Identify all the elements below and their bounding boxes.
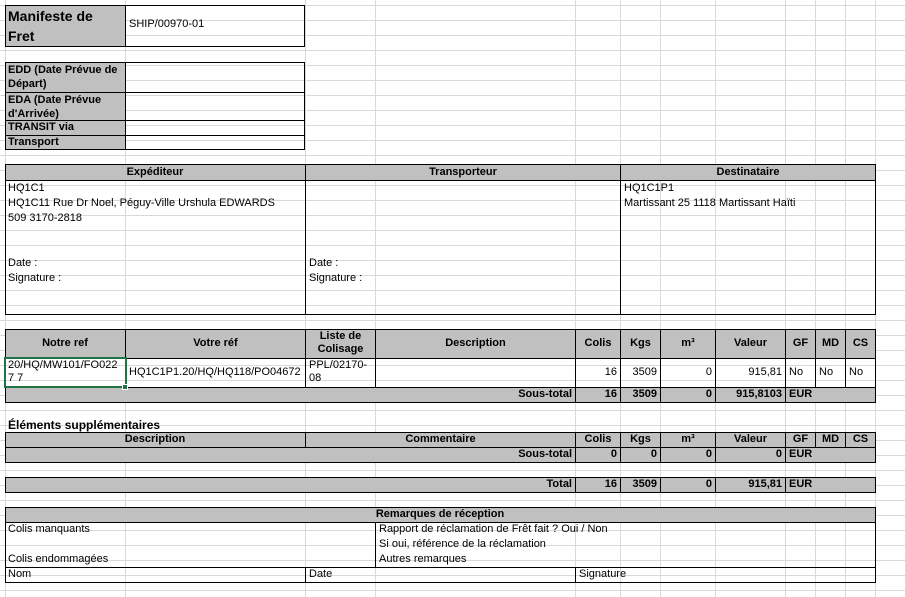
items-subtotal-colis[interactable]: 16 [576,387,620,402]
eda-label: EDA (Date Prévue d'Arrivée) [5,92,125,120]
reception-missing[interactable]: Colis manquants [8,523,90,535]
gridline-horizontal [0,50,906,51]
reception-claim-ref[interactable]: Si oui, référence de la réclamation [379,538,546,550]
gridline-horizontal [0,470,906,471]
items-table-box [5,329,876,403]
divider [5,135,305,136]
col-valeur: Valeur [716,329,785,358]
divider [5,120,305,121]
cell-gf[interactable]: No [789,366,804,378]
divider [620,432,621,463]
reception-box [5,507,876,583]
divider [660,477,661,493]
extra-col-cs: CS [846,432,875,447]
shipper-signature[interactable]: Signature : [8,272,62,284]
recipient-header: Destinataire [621,164,875,180]
reception-header: Remarques de réception [5,507,875,522]
cell-kgs[interactable]: 3509 [632,366,657,378]
dates-box [5,62,305,150]
divider [305,432,306,447]
reception-name[interactable]: Nom [8,568,32,580]
col-kgs: Kgs [621,329,660,358]
reception-other[interactable]: Autres remarques [379,553,467,565]
divider [785,432,786,463]
items-subtotal-valeur[interactable]: 915,8103 [716,387,785,402]
fill-handle[interactable] [122,384,128,390]
extra-col-valeur: Valeur [716,432,785,447]
col-colis: Colis [576,329,620,358]
divider [715,477,716,493]
extra-title: Éléments supplémentaires [8,418,161,432]
divider [785,329,786,403]
gridline-horizontal [0,500,906,501]
transport-label: Transport [5,135,125,149]
shipper-line-3[interactable]: 509 3170-2818 [8,212,83,224]
col-votre-ref: Votre réf [126,329,305,358]
shipper-header: Expéditeur [5,164,305,180]
divider [575,567,576,583]
extra-col-colis: Colis [576,432,620,447]
col-gf: GF [786,329,815,358]
parties-box [5,164,876,315]
total-currency[interactable]: EUR [786,477,875,492]
items-subtotal-currency[interactable]: EUR [786,387,875,402]
extra-subtotal-currency[interactable]: EUR [786,447,875,462]
transit-label: TRANSIT via [5,120,125,135]
divider [305,164,306,315]
gridline-horizontal [0,410,906,411]
divider [5,447,876,448]
manifest-title: Manifeste de Fret [5,5,125,47]
carrier-header: Transporteur [306,164,620,180]
divider [845,329,846,387]
cell-valeur[interactable]: 915,81 [748,366,782,378]
reception-signature[interactable]: Signature [579,568,627,580]
total-label: Total [5,477,575,492]
divider [815,432,816,447]
divider [575,329,576,403]
total-kgs[interactable]: 3509 [621,477,660,492]
divider [715,329,716,403]
divider [660,329,661,403]
cell-our-ref[interactable]: 20/HQ/MW101/FO0227 7 [8,359,118,384]
manifest-box [5,5,305,47]
gridline-horizontal [0,590,906,591]
items-subtotal-m3[interactable]: 0 [661,387,715,402]
shipper-line-1[interactable]: HQ1C1 [8,182,45,194]
cell-colis[interactable]: 16 [604,366,617,378]
reception-damaged[interactable]: Colis endommagées [8,553,109,565]
divider [375,522,376,567]
edd-label: EDD (Date Prévue de Départ) [5,62,125,92]
divider [620,164,621,315]
cell-m3[interactable]: 0 [705,366,712,378]
active-cell-selection [4,357,127,388]
col-liste-colisage: Liste de Colisage [306,329,375,358]
col-description: Description [376,329,575,358]
divider [375,329,376,387]
reception-date[interactable]: Date [309,568,333,580]
extra-subtotal-colis[interactable]: 0 [576,447,620,462]
extra-col-kgs: Kgs [621,432,660,447]
shipper-line-2[interactable]: HQ1C11 Rue Dr Noel, Péguy-Ville Urshula EDWARDS [8,197,275,209]
divider [715,432,716,463]
extra-col-description: Description [5,432,305,447]
extra-subtotal-label: Sous-total [5,447,575,462]
extra-col-m3: m³ [661,432,715,447]
total-valeur[interactable]: 915,81 [716,477,785,492]
col-m3: m³ [661,329,715,358]
total-m3[interactable]: 0 [661,477,715,492]
carrier-date[interactable]: Date : [309,257,339,269]
divider [845,432,846,447]
cell-md[interactable]: No [819,366,834,378]
divider [5,92,305,93]
divider [5,180,876,181]
gridline-horizontal [0,155,906,156]
divider [5,522,876,523]
extra-subtotal-kgs[interactable]: 0 [621,447,660,462]
carrier-signature[interactable]: Signature : [309,272,363,284]
divider [5,387,876,388]
col-notre-ref: Notre ref [5,329,125,358]
shipper-date[interactable]: Date : [8,257,38,269]
extra-col-gf: GF [786,432,815,447]
divider [305,567,306,583]
cell-packing-list[interactable]: PPL/02170-08 [309,359,368,384]
divider [660,432,661,463]
cell-cs[interactable]: No [849,366,864,378]
col-md: MD [816,329,845,358]
divider [5,358,876,359]
items-subtotal-kgs[interactable]: 3509 [621,387,660,402]
total-colis[interactable]: 16 [576,477,620,492]
divider [620,477,621,493]
col-cs: CS [846,329,875,358]
divider [575,432,576,463]
divider [575,477,576,493]
extra-col-comment: Commentaire [306,432,575,447]
divider [5,567,876,568]
extra-subtotal-m3[interactable]: 0 [661,447,715,462]
items-subtotal-label: Sous-total [5,387,575,402]
total-box [5,477,876,493]
divider [815,329,816,387]
reception-claim-question[interactable]: Rapport de réclamation de Frêt fait ? Oui / Non [379,523,608,535]
recipient-line-1[interactable]: HQ1C1P1 [624,182,675,194]
divider [620,329,621,403]
cell-your-ref[interactable]: HQ1C1P1.20/HQ/HQ118/PO04672 [129,366,301,378]
recipient-line-2[interactable]: Martissant 25 1118 Martissant Haïti [624,197,796,209]
ship-id[interactable]: SHIP/00970-01 [129,18,205,30]
divider [125,62,126,150]
extra-subtotal-valeur[interactable]: 0 [716,447,785,462]
extra-col-md: MD [816,432,845,447]
divider [785,477,786,493]
divider [125,5,126,47]
gridline-horizontal [0,320,906,321]
divider [305,329,306,387]
